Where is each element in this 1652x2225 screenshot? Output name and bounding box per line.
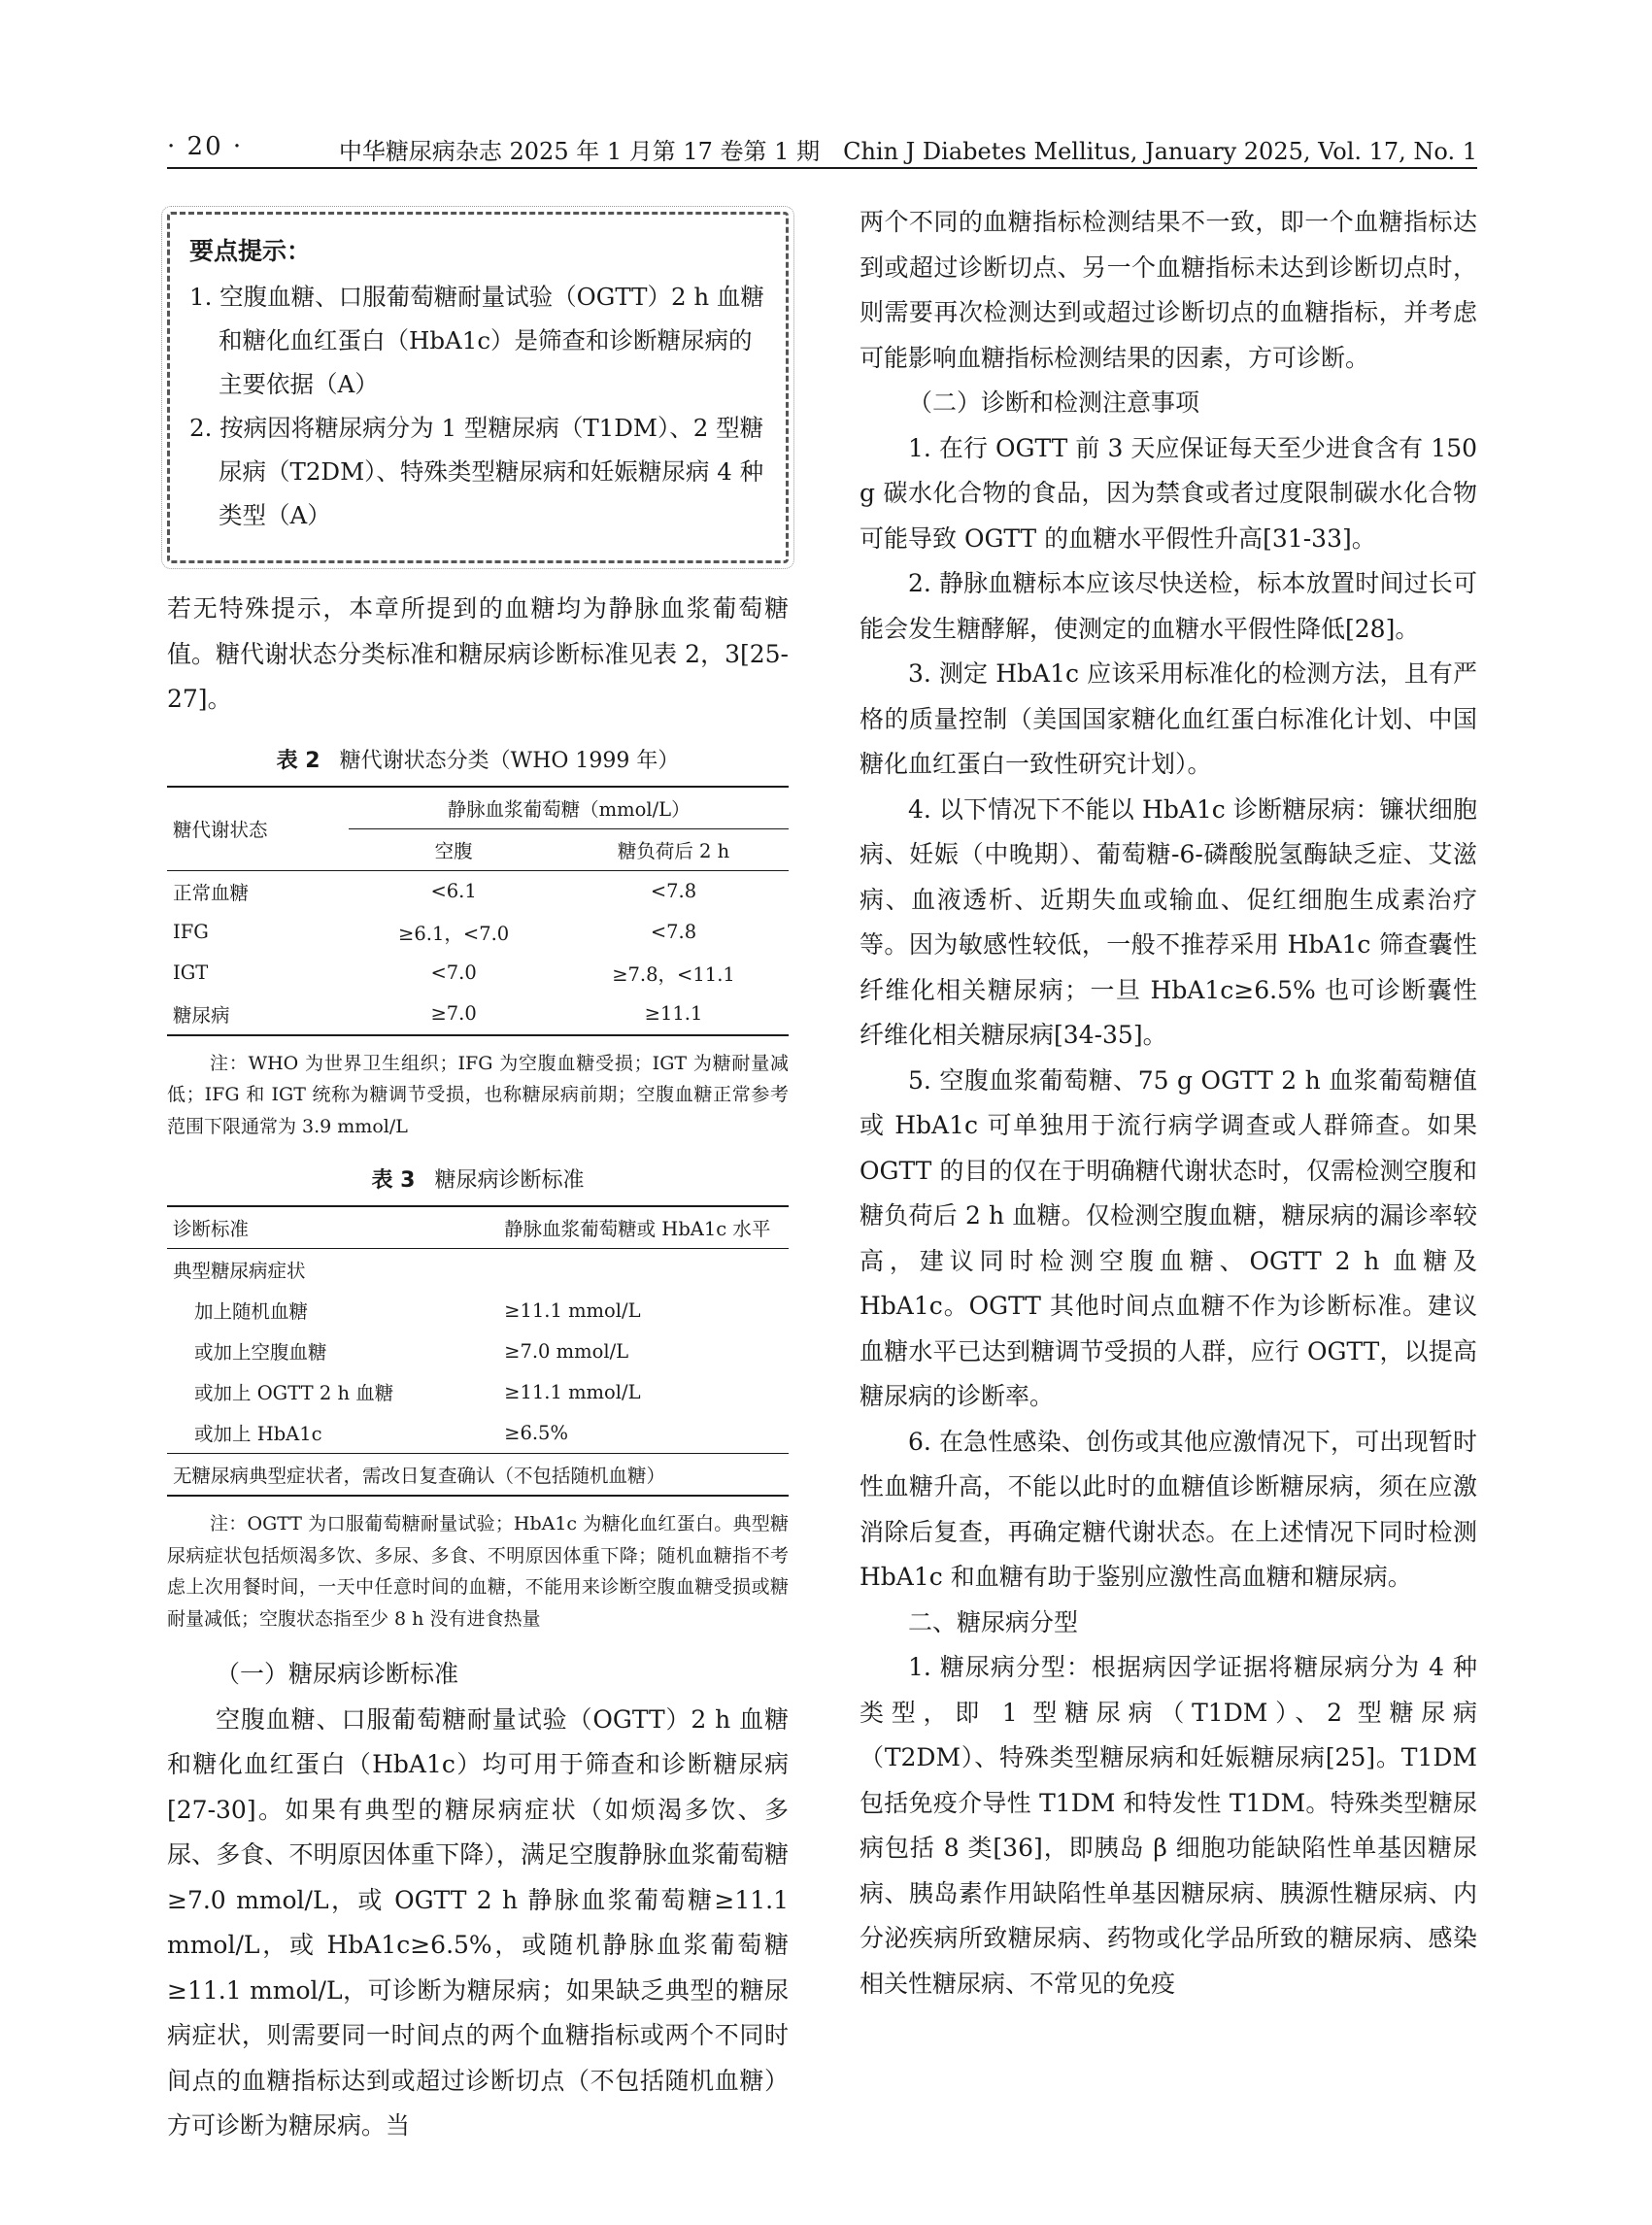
body-paragraph: 两个不同的血糖指标检测结果不一致，即一个血糖指标达到或超过诊断切点、另一个血糖指标未达到诊断切点时，则需要再次检测达到或超过诊断切点的血糖指标，并考虑可能影响血糖指标检测结果的因素，方可诊断。 (860, 208, 1477, 372)
table3-header-criteria: 诊断标准 (167, 1206, 407, 1249)
table-cell: ≥7.0 (349, 994, 558, 1035)
key-point-item: 1. 空腹血糖、口服葡萄糖耐量试验（OGTT）2 h 血糖和糖化血红蛋白（HbA1c）是筛查和诊断糖尿病的主要依据（A） (189, 283, 764, 398)
table-cell: <6.1 (430, 880, 477, 902)
table2 (167, 786, 789, 1036)
table-cell: <7.8 (650, 921, 697, 943)
table-row (167, 1371, 789, 1412)
key-points-box (167, 212, 789, 563)
table-cell: IFG (173, 921, 209, 943)
table-cell: ≥11.1 mmol/L (504, 1298, 641, 1322)
table-cell: ≥7.8，<11.1 (612, 962, 735, 986)
table-row (167, 994, 789, 1035)
table3-note: 注：OGTT 为口服葡萄糖耐量试验；HbA1c 为糖化血红蛋白。典型糖尿病症状包括烦渴多饮、多尿、多食、不明原因体重下降；随机血糖指不考虑上次用餐时间，一天中任意时间的血糖，不能用来诊断空腹血糖受损或糖耐量减低；空腹状态指至少 8 h 没有进食热量 (167, 1513, 789, 1630)
table-cell: <7.0 (430, 961, 477, 984)
body-paragraph: 2. 静脉血糖标本应该尽快送检，标本放置时间过长可能会发生糖酵解，使测定的血糖水平假性降低[28]。 (860, 569, 1477, 643)
table3-title: 糖尿病诊断标准 (434, 1168, 585, 1193)
table-cell: <7.8 (650, 880, 697, 902)
table-row (167, 1249, 789, 1291)
right-column (860, 200, 1477, 2006)
table-cell: 或加上 HbA1c (194, 1423, 322, 1445)
table2-header-fasting: 空腹 (349, 828, 558, 870)
body-paragraph: 1. 糖尿病分型：根据病因学证据将糖尿病分为 4 种类型，即 1 型糖尿病（T1DM）、2 型糖尿病（T2DM）、特殊类型糖尿病和妊娠糖尿病[25]。T1DM 包括免疫介导性 T1DM 和特发性 T1DM。特殊类型糖尿病包括 8 类[36]，即胰岛 β 细胞功能缺陷性单基因糖尿病、胰岛素作用缺陷性单基因糖尿病、胰源性糖尿病、内分泌疾病所致糖尿病、药物或化学品所致的糖尿病、感染相关性糖尿病、不常见的免疫 (860, 1653, 1477, 1998)
table-cell: ≥7.0 mmol/L (504, 1339, 629, 1363)
body-paragraph: 3. 测定 HbA1c 应该采用标准化的检测方法，且有严格的质量控制（美国国家糖化血红蛋白标准化计划、中国糖化血红蛋白一致性研究计划）。 (860, 659, 1477, 778)
table2-note: 注：WHO 为世界卫生组织；IFG 为空腹血糖受损；IGT 为糖耐量减低；IFG 和 IGT 统称为糖调节受损，也称糖尿病前期；空腹血糖正常参考范围下限通常为 3.9 mmol/L (167, 1052, 789, 1137)
table-row (167, 912, 789, 953)
left-column (167, 200, 789, 2149)
header-divider (167, 167, 1477, 169)
table3-label: 表 3 (371, 1168, 416, 1193)
journal-header: 中华糖尿病杂志 2025 年 1 月第 17 卷第 1 期 Chin J Diabetes Mellitus, January 2025, Vol. 17, No. 1 (338, 138, 1477, 165)
section-heading: （二）诊断和检测注意事项 (908, 388, 1200, 417)
table-cell: ≥11.1 (558, 994, 789, 1035)
page-number: · 20 · (167, 132, 244, 161)
table-cell: 正常血糖 (173, 881, 250, 904)
table3-footer-row: 无糖尿病典型症状者，需改日复查确认（不包括随机血糖） (167, 1454, 789, 1497)
intro-paragraph: 若无特殊提示，本章所提到的血糖均为静脉血浆葡萄糖值。糖代谢状态分类标准和糖尿病诊断标准见表 2，3[25-27]。 (167, 594, 789, 713)
table-cell: 或加上 OGTT 2 h 血糖 (194, 1382, 394, 1404)
table2-header-status: 糖代谢状态 (167, 787, 349, 871)
table2-title: 糖代谢状态分类（WHO 1999 年） (339, 748, 680, 773)
table3-header-value: 静脉血浆葡萄糖或 HbA1c 水平 (407, 1206, 789, 1249)
table-cell: IGT (173, 961, 209, 984)
table-cell: ≥6.1，<7.0 (398, 922, 510, 945)
body-paragraph: 5. 空腹血浆葡萄糖、75 g OGTT 2 h 血浆葡萄糖值或 HbA1c 可单独用于流行病学调查或人群筛查。如果 OGTT 的目的仅在于明确糖代谢状态时，仅需检测空腹和糖负荷后 2 h 血糖。仅检测空腹血糖，糖尿病的漏诊率较高，建议同时检测空腹血糖、OGTT 2 h 血糖及 HbA1c。OGTT 其他时间点血糖不作为诊断标准。建议血糖水平已达到糖调节受损的人群，应行 OGTT，以提高糖尿病的诊断率。 (860, 1065, 1477, 1410)
table-cell: ≥11.1 mmol/L (504, 1380, 641, 1403)
table-cell: 加上随机血糖 (194, 1300, 309, 1323)
table3-caption (167, 1163, 789, 1194)
table3-group: 典型糖尿病症状 (173, 1260, 306, 1282)
body-paragraph: 4. 以下情况下不能以 HbA1c 诊断糖尿病：镰状细胞病、妊娠（中晚期）、葡萄糖-6-磷酸脱氢酶缺乏症、艾滋病、血液透析、近期失血或输血、促红细胞生成素治疗等。因为敏感性较低，一般不推荐采用 HbA1c 筛查囊性纤维化相关糖尿病；一旦 HbA1c≥6.5% 也可诊断囊性纤维化相关糖尿病[34-35]。 (860, 794, 1477, 1049)
body-paragraph: 1. 在行 OGTT 前 3 天应保证每天至少进食含有 150 g 碳水化合物的食品，因为禁食或者过度限制碳水化合物可能导致 OGTT 的血糖水平假性升高[31-33]。 (860, 433, 1477, 553)
table2-caption (167, 744, 789, 774)
body-paragraph: 6. 在急性感染、创伤或其他应激情况下，可出现暂时性血糖升高，不能以此时的血糖值诊断糖尿病，须在应激消除后复查，再确定糖代谢状态。在上述情况下同时检测 HbA1c 和血糖有助于鉴别应激性高血糖和糖尿病。 (860, 1427, 1477, 1591)
table-row (167, 953, 789, 994)
section-heading: （一）糖尿病诊断标准 (216, 1660, 459, 1688)
table2-label: 表 2 (276, 748, 320, 773)
table3 (167, 1205, 789, 1497)
table-row (167, 1290, 789, 1331)
table-cell: 糖尿病 (167, 994, 349, 1035)
table2-header-2h: 糖负荷后 2 h (558, 828, 789, 870)
key-points-title: 要点提示： (189, 237, 312, 265)
table2-header-group: 静脉血浆葡萄糖（mmol/L） (349, 787, 789, 829)
table-cell: 或加上空腹血糖 (194, 1341, 327, 1364)
table-row (167, 1331, 789, 1371)
table-row (167, 870, 789, 912)
table-row (167, 1412, 789, 1454)
key-point-item: 2. 按病因将糖尿病分为 1 型糖尿病（T1DM）、2 型糖尿病（T2DM）、特殊类型糖尿病和妊娠糖尿病 4 种类型（A） (189, 414, 764, 529)
table-row (167, 1454, 789, 1497)
table-cell: ≥6.5% (504, 1421, 568, 1444)
body-paragraph: 空腹血糖、口服葡萄糖耐量试验（OGTT）2 h 血糖和糖化血红蛋白（HbA1c）均可用于筛查和诊断糖尿病[27-30]。如果有典型的糖尿病症状（如烦渴多饮、多尿、多食、不明原因体重下降），满足空腹静脉血浆葡萄糖≥7.0 mmol/L，或 OGTT 2 h 静脉血浆葡萄糖≥11.1 mmol/L，或 HbA1c≥6.5%，或随机静脉血浆葡萄糖≥11.1 mmol/L，可诊断为糖尿病；如果缺乏典型的糖尿病症状，则需要同一时间点的两个血糖指标或两个不同时间点的血糖指标达到或超过诊断切点（不包括随机血糖）方可诊断为糖尿病。当 (167, 1704, 789, 2140)
section-heading: 二、糖尿病分型 (908, 1607, 1079, 1636)
